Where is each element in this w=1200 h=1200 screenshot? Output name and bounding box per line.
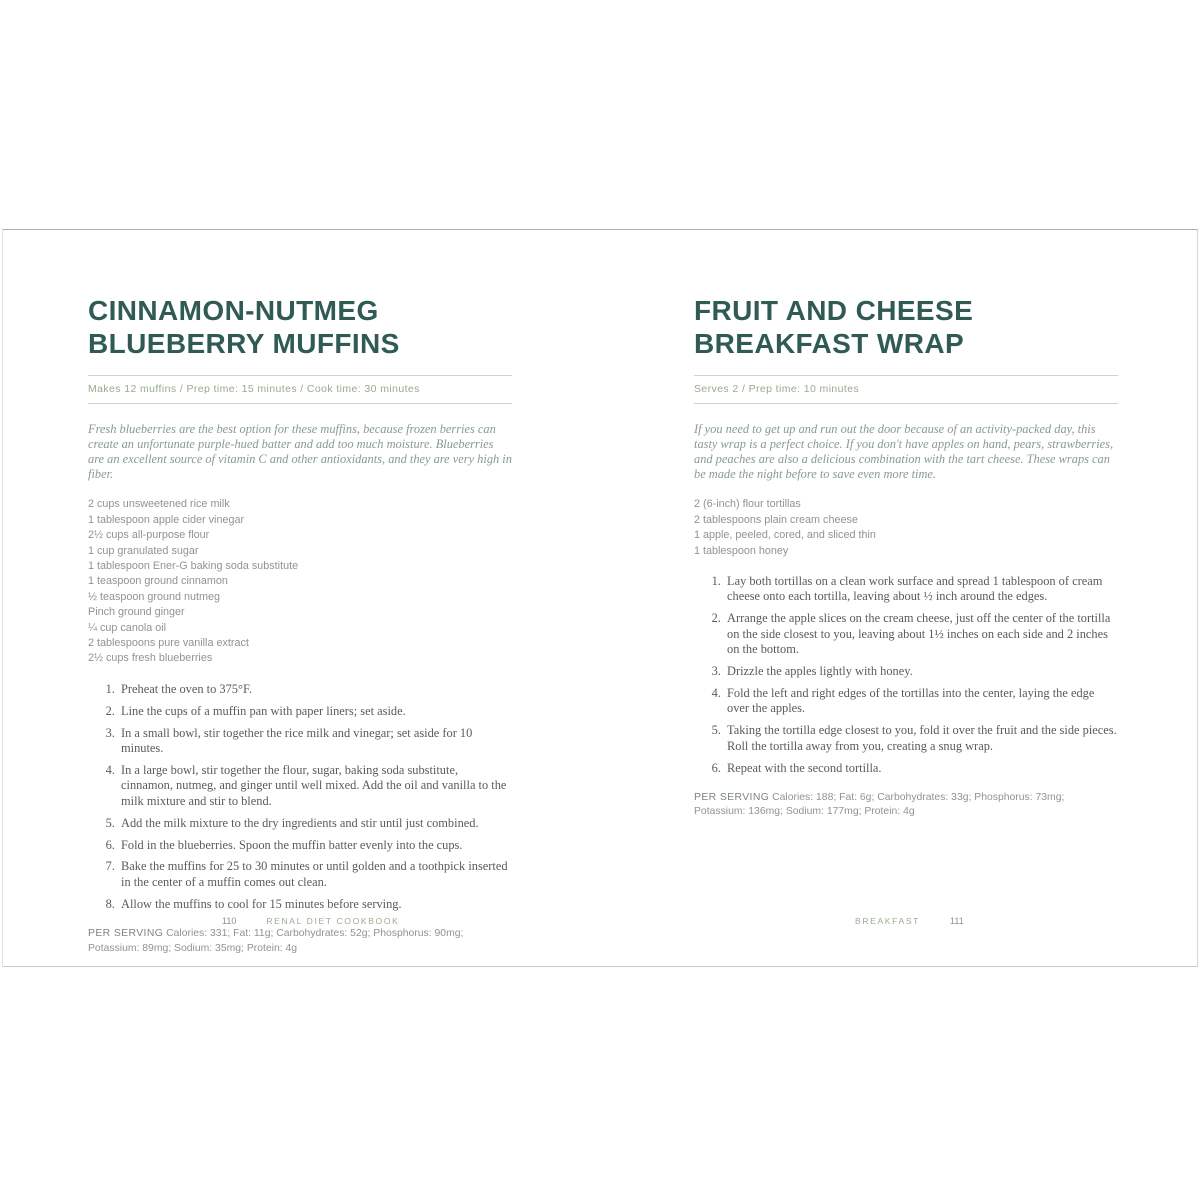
per-serving-label: PER SERVING — [694, 791, 770, 803]
instruction-list-left — [88, 682, 512, 912]
recipe-title-right-line2: BREAKFAST WRAP — [694, 328, 965, 359]
ingredient-item: 2 (6-inch) flour tortillas — [694, 498, 801, 511]
recipe-title-right — [694, 294, 1118, 360]
recipe-meta-left — [88, 375, 512, 404]
instruction-step: 8. Allow the muffins to cool for 15 minutes before serving. — [118, 897, 512, 912]
per-serving-values: Calories: 188; Fat: 6g; Carbohydrates: 33g; Phosphorus: 73mg; Potassium: 136mg; Sodium: 177mg; Protein: 4g — [694, 791, 1065, 818]
chapter-label: BREAKFAST — [855, 916, 921, 926]
left-page — [88, 294, 512, 956]
instruction-step: 7. Bake the muffins for 25 to 30 minutes or until golden and a toothpick inserted in the center of a muffin comes out clean. — [118, 859, 512, 890]
right-page — [694, 294, 1118, 820]
ingredient-item: 2 cups unsweetened rice milk — [88, 498, 230, 511]
instruction-step: 2. Arrange the apple slices on the cream cheese, just off the center of the tortilla on the side closest to you, leaving about 1½ inches on each side and 2 inches on the bottom. — [724, 611, 1118, 657]
ingredient-item: 1 tablespoon apple cider vinegar — [88, 513, 245, 526]
instruction-step: 5. Add the milk mixture to the dry ingredients and stir until just combined. — [118, 816, 512, 831]
ingredient-item: ½ teaspoon ground nutmeg — [88, 590, 221, 603]
instruction-step: 6. Repeat with the second tortilla. — [724, 761, 1118, 776]
divider-rule — [694, 403, 1118, 404]
recipe-intro-left: Fresh blueberries are the best option for these muffins, because frozen berries can create an unfortunate purple-hued batter and add too much moisture. Blueberries are an excellent source of vitamin C and other antioxidants, and they are very high in fiber. — [88, 421, 512, 482]
ingredient-item: 2 tablespoons plain cream cheese — [694, 513, 858, 526]
recipe-title-left-line1: CINNAMON-NUTMEG — [88, 295, 379, 326]
recipe-title-left-line2: BLUEBERRY MUFFINS — [88, 328, 400, 359]
ingredient-item: 1 apple, peeled, cored, and sliced thin — [694, 529, 876, 542]
instruction-step: 4. In a large bowl, stir together the flour, sugar, baking soda substitute, cinnamon, nutmeg, and ginger until well mixed. Add the oil and vanilla to the milk mixture and stir to blend. — [118, 763, 512, 809]
ingredient-item: 2 tablespoons pure vanilla extract — [88, 636, 249, 649]
ingredient-item: 1 teaspoon ground cinnamon — [88, 575, 228, 588]
ingredient-item: 1 cup granulated sugar — [88, 544, 199, 557]
ingredient-item: 2½ cups all-purpose flour — [88, 529, 210, 542]
book-title-label: RENAL DIET COOKBOOK — [266, 916, 400, 926]
instruction-step: 2. Line the cups of a muffin pan with paper liners; set aside. — [118, 704, 512, 719]
instruction-step: 4. Fold the left and right edges of the tortillas into the center, laying the edge over the apples. — [724, 686, 1118, 717]
page-number-left: 110 — [222, 916, 237, 926]
footer-right — [855, 916, 964, 926]
per-serving-right — [694, 791, 1118, 820]
instruction-step: 1. Lay both tortillas on a clean work surface and spread 1 tablespoon of cream cheese onto each tortilla, leaving about ½ inch around the edges. — [724, 574, 1118, 605]
instruction-list-right — [694, 574, 1118, 776]
instruction-step: 3. In a small bowl, stir together the rice milk and vinegar; set aside for 10 minutes. — [118, 726, 512, 757]
instruction-step: 1. Preheat the oven to 375°F. — [118, 682, 512, 697]
per-serving-label: PER SERVING — [88, 928, 164, 940]
ingredient-item: ¼ cup canola oil — [88, 621, 167, 634]
recipe-meta-right — [694, 375, 1118, 404]
ingredient-item: 1 tablespoon Ener-G baking soda substitute — [88, 559, 299, 572]
per-serving-left — [88, 927, 512, 956]
per-serving-values: Calories: 331; Fat: 11g; Carbohydrates: 52g; Phosphorus: 90mg; Potassium: 89mg; Sodium: 35mg; Protein: 4g — [88, 928, 464, 954]
instruction-step: 3. Drizzle the apples lightly with honey. — [724, 664, 1118, 679]
footer-left — [222, 916, 399, 926]
recipe-title-right-line1: FRUIT AND CHEESE — [694, 295, 974, 326]
divider-rule — [88, 403, 512, 404]
ingredient-item: Pinch ground ginger — [88, 606, 185, 619]
ingredient-item: 1 tablespoon honey — [694, 544, 789, 557]
instruction-step: 5. Taking the tortilla edge closest to you, fold it over the fruit and the side pieces. Roll the tortilla away from you, creating a snug wrap. — [724, 723, 1118, 754]
recipe-intro-right: If you need to get up and run out the door because of an activity-packed day, this tasty wrap is a perfect choice. If you don't have apples on hand, pears, strawberries, and peaches are also a delicious combination with the tart cheese. These wraps can be made the night before to save even more time. — [694, 421, 1114, 482]
ingredient-list-left — [88, 497, 512, 666]
recipe-meta-text-right: Serves 2 / Prep time: 10 minutes — [694, 383, 860, 395]
page-number-right: 111 — [950, 916, 964, 926]
recipe-title-left — [88, 294, 512, 360]
recipe-meta-text-left: Makes 12 muffins / Prep time: 15 minutes / Cook time: 30 minutes — [88, 383, 420, 395]
ingredient-item: 2½ cups fresh blueberries — [88, 652, 213, 665]
ingredient-list-right — [694, 497, 1118, 559]
instruction-step: 6. Fold in the blueberries. Spoon the muffin batter evenly into the cups. — [118, 838, 512, 853]
